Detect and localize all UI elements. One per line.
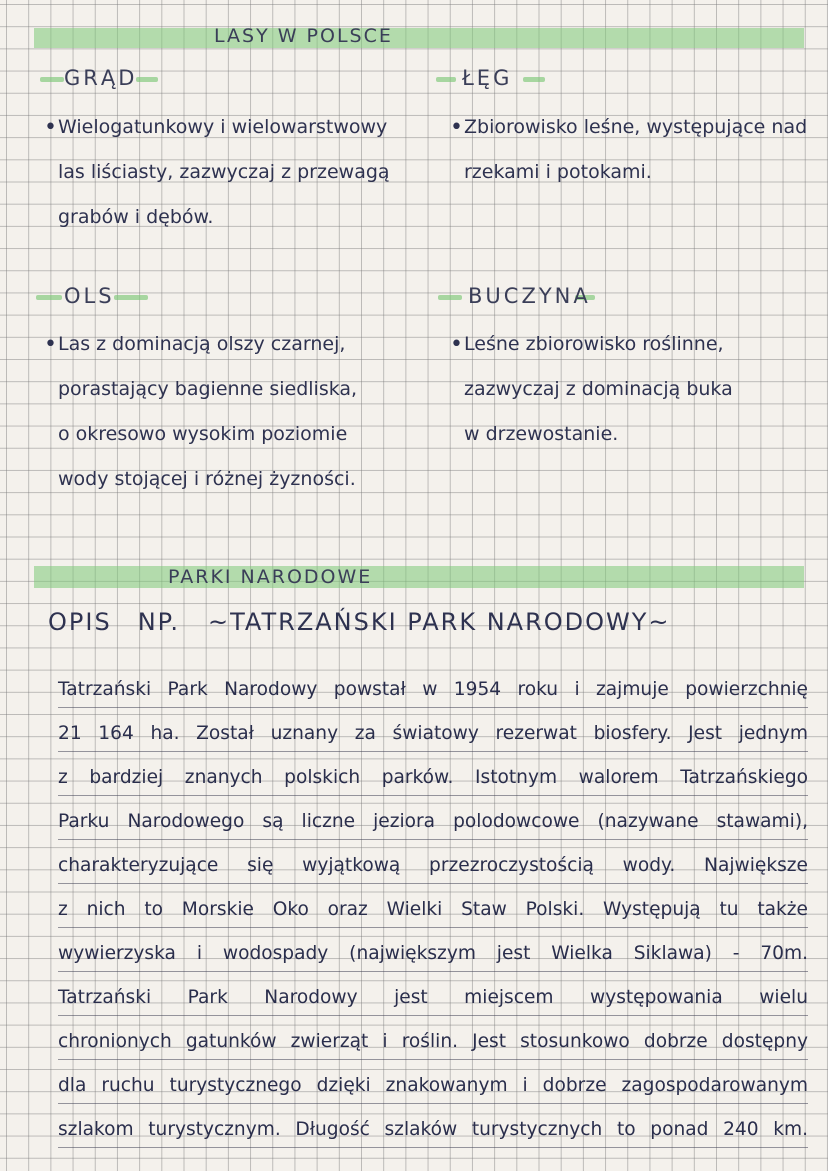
body-line: dla ruchu turystycznego dzięki znakowanym i dobrze zagospodarowanym: [58, 1071, 808, 1104]
body-line: charakteryzujące się wyjątkową przezroczystością wody. Największe: [58, 851, 808, 884]
box-buczyna: [450, 322, 814, 457]
body-line: z bardziej znanych polskich parków. Istotnym walorem Tatrzańskiego: [58, 763, 808, 796]
box-line: Zbiorowisko leśne, występujące nad: [464, 116, 808, 138]
body-line: Tatrzański Park Narodowy jest miejscem występowania wielu: [58, 983, 808, 1016]
box-line: las liściasty, zazwyczaj z przewagą: [58, 161, 390, 183]
box-line: w drzewostanie.: [464, 423, 619, 445]
bullet-icon: •: [450, 115, 463, 140]
body-line: wywierzyska i wodospady (największym jest Wielka Siklawa) - 70m.: [58, 939, 808, 972]
box-title-highlight: [136, 77, 158, 82]
box-line: Las z dominacją olszy czarnej,: [58, 333, 346, 355]
section1-heading: LASY W POLSCE: [214, 25, 393, 47]
section2-highlight: [34, 566, 804, 588]
section1-highlight: [34, 28, 804, 48]
body-line: Tatrzański Park Narodowy powstał w 1954 roku i zajmuje powierzchnię: [58, 675, 808, 708]
body-line: 21 164 ha. Został uznany za światowy rezerwat biosfery. Jest jednym: [58, 719, 808, 752]
box-title-highlight: [438, 295, 462, 300]
bullet-icon: •: [450, 332, 463, 357]
body-line: chronionych gatunków zwierząt i roślin. Jest stosunkowo dobrze dostępny: [58, 1027, 808, 1060]
box-title-highlight: [36, 295, 62, 300]
box-line: porastający bagienne siedliska,: [58, 378, 358, 400]
bullet-icon: •: [44, 332, 57, 357]
title-part-park-name: ~TATRZAŃSKI PARK NARODOWY~: [208, 608, 671, 636]
body-line: z nich to Morskie Oko oraz Wielki Staw Polski. Występują tu także: [58, 895, 808, 928]
park-description-title: [48, 608, 671, 636]
box-line: Wielogatunkowy i wielowarstwowy: [58, 116, 388, 138]
box-line: zazwyczaj z dominacją buka: [464, 378, 733, 400]
box-title-ols: OLS: [64, 284, 115, 308]
title-part-opis: OPIS: [48, 608, 112, 636]
box-line: Leśne zbiorowisko roślinne,: [464, 333, 724, 355]
box-line: o okresowo wysokim poziomie: [58, 423, 348, 445]
box-title-buczyna: BUCZYNA: [468, 284, 591, 308]
box-title-grad: GRĄD: [64, 66, 138, 90]
box-title-highlight: [40, 77, 64, 82]
box-title-highlight: [436, 77, 456, 82]
box-line: wody stojącej i różnej żyzności.: [58, 468, 356, 490]
box-title-highlight: [523, 77, 545, 82]
box-title-highlight: [114, 295, 148, 300]
body-line: Parku Narodowego są liczne jeziora polodowcowe (nazywane stawami),: [58, 807, 808, 840]
box-title-leg: ŁĘG: [462, 66, 513, 90]
title-part-np: NP.: [137, 608, 181, 636]
box-ols: [44, 322, 408, 502]
box-grad: [44, 105, 408, 240]
section2-heading: PARKI NARODOWE: [168, 566, 373, 588]
box-line: rzekami i potokami.: [464, 161, 652, 183]
bullet-icon: •: [44, 115, 57, 140]
box-line: grabów i dębów.: [58, 206, 214, 228]
box-leg: [450, 105, 814, 195]
body-line: szlakom turystycznym. Długość szlaków turystycznych to ponad 240 km.: [58, 1115, 808, 1148]
